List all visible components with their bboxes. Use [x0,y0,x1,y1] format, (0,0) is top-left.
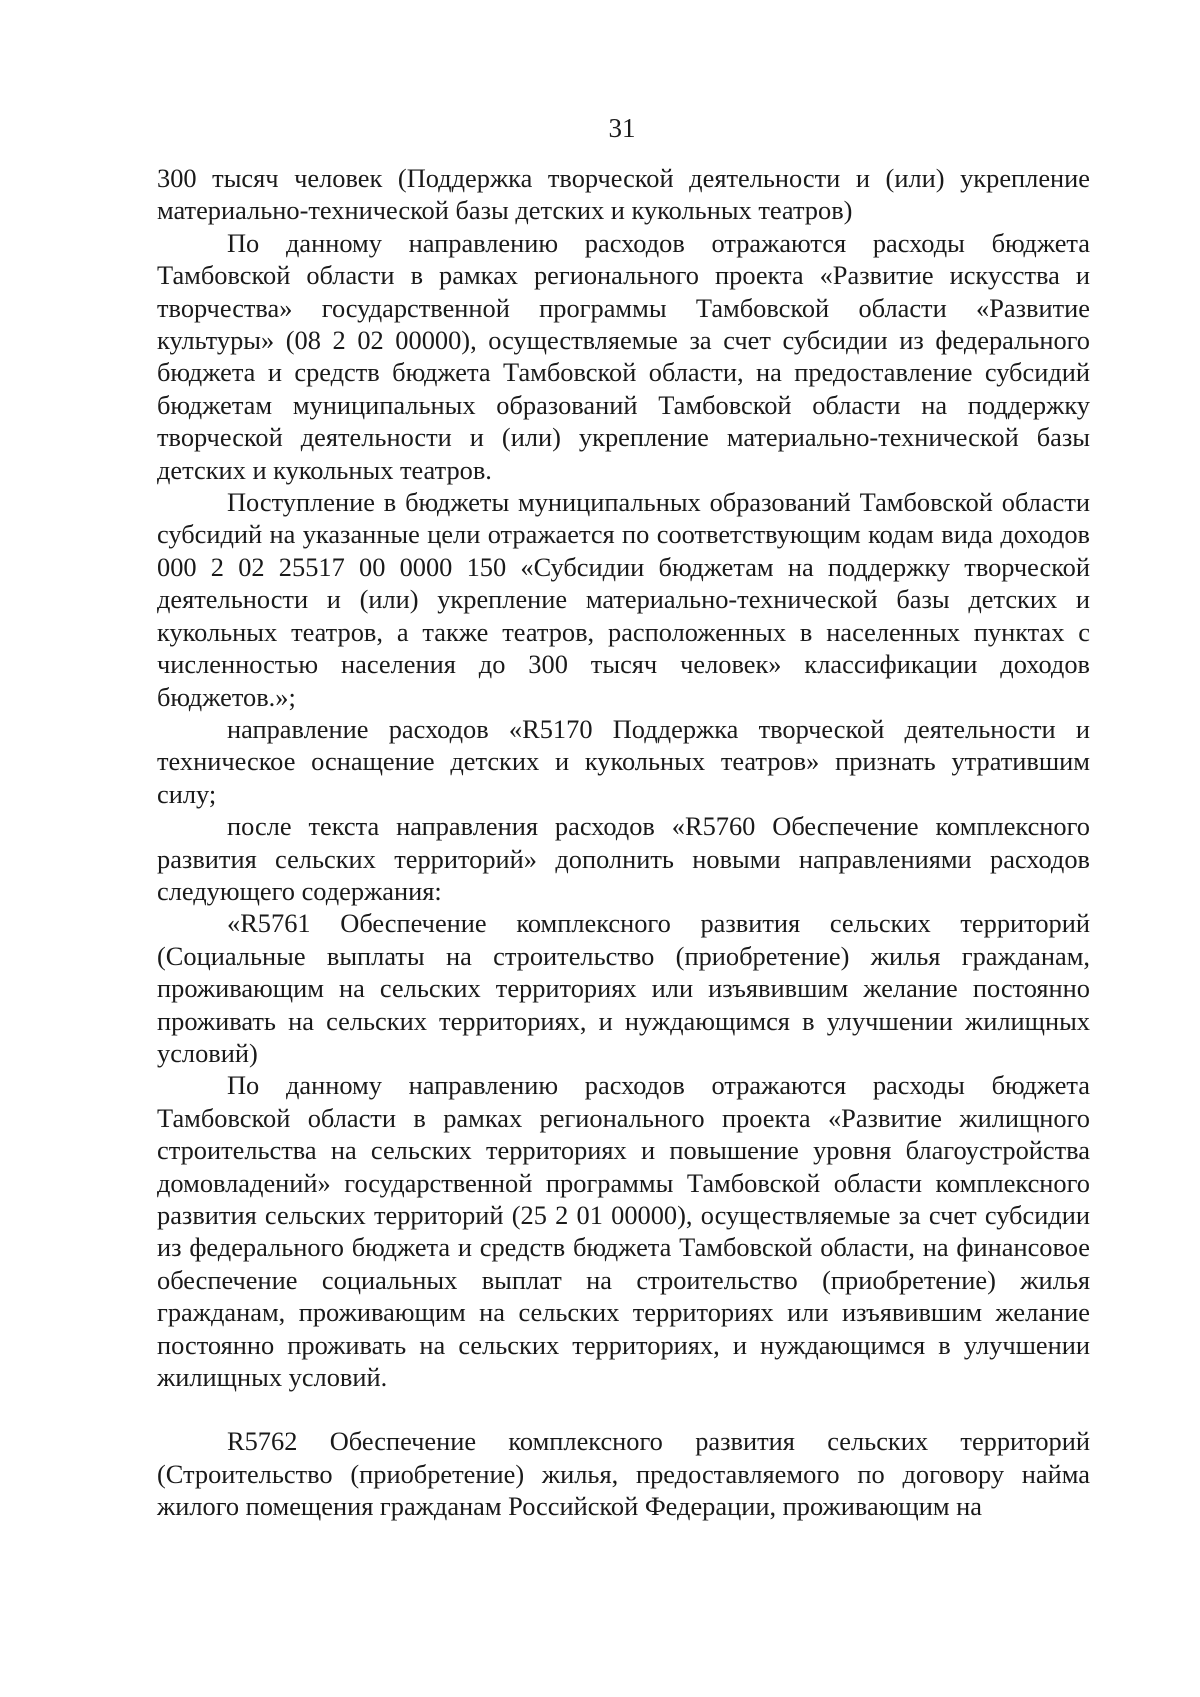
paragraph: Поступление в бюджеты муниципальных образований Тамбовской области субсидий на указанные цели отражается по соответствующим кодам вида доходов 000 2 02 25517 00 0000 150 «Субсидии бюджетам на поддержку творческой деятельности и (или) укрепление материально-технической базы детских и кукольных театров, а также театров, расположенных в населенных пунктах с численностью населения до 300 тысяч человек» классификации доходов бюджетов.»; [157,487,1090,712]
paragraph: По данному направлению расходов отражаются расходы бюджета Тамбовской области в рамках регионального проекта «Развитие искусства и творчества» государственной программы Тамбовской области «Развитие культуры» (08 2 02 00000), осуществляемые за счет субсидии из федерального бюджета и средств бюджета Тамбовской области, на предоставление субсидий бюджетам муниципальных образований Тамбовской области на поддержку творческой деятельности и (или) укрепление материально-технической базы детских и кукольных театров. [157,227,1090,485]
paragraph: направление расходов «R5170 Поддержка творческой деятельности и техническое оснащение детских и кукольных театров» признать утратившим силу; [157,713,1090,809]
paragraph: «R5761 Обеспечение комплексного развития сельских территорий (Социальные выплаты на строительство (приобретение) жилья гражданам, проживающим на сельских территориях или изъявившим желание постоянно проживать на сельских территориях, и нуждающимся в улучшении жилищных условий) [157,908,1090,1068]
paragraph: R5762 Обеспечение комплексного развития сельских территорий (Строительство (приобретение) жилья, предоставляемого по договору найма жилого помещения гражданам Российской Федерации, проживающим на [157,1426,1090,1522]
document-body [157,162,1090,1523]
paragraph: По данному направлению расходов отражаются расходы бюджета Тамбовской области в рамках регионального проекта «Развитие жилищного строительства на сельских территориях и повышение уровня благоустройства домовладений» государственной программы Тамбовской области комплексного развития сельских территорий (25 2 01 00000), осуществляемые за счет субсидии из федерального бюджета и средств бюджета Тамбовской области, на финансовое обеспечение социальных выплат на строительство (приобретение) жилья гражданам, проживающим на сельских территориях или изъявившим желание постоянно проживать на сельских территориях, и нуждающимся в улучшении жилищных условий. [157,1070,1090,1393]
paragraph: после текста направления расходов «R5760 Обеспечение комплексного развития сельских территорий» дополнить новыми направлениями расходов следующего содержания: [157,811,1090,906]
paragraph-continuation: 300 тысяч человек (Поддержка творческой деятельности и (или) укрепление материально-технической базы детских и кукольных театров) [157,163,1090,226]
page-number: 31 [608,113,636,143]
